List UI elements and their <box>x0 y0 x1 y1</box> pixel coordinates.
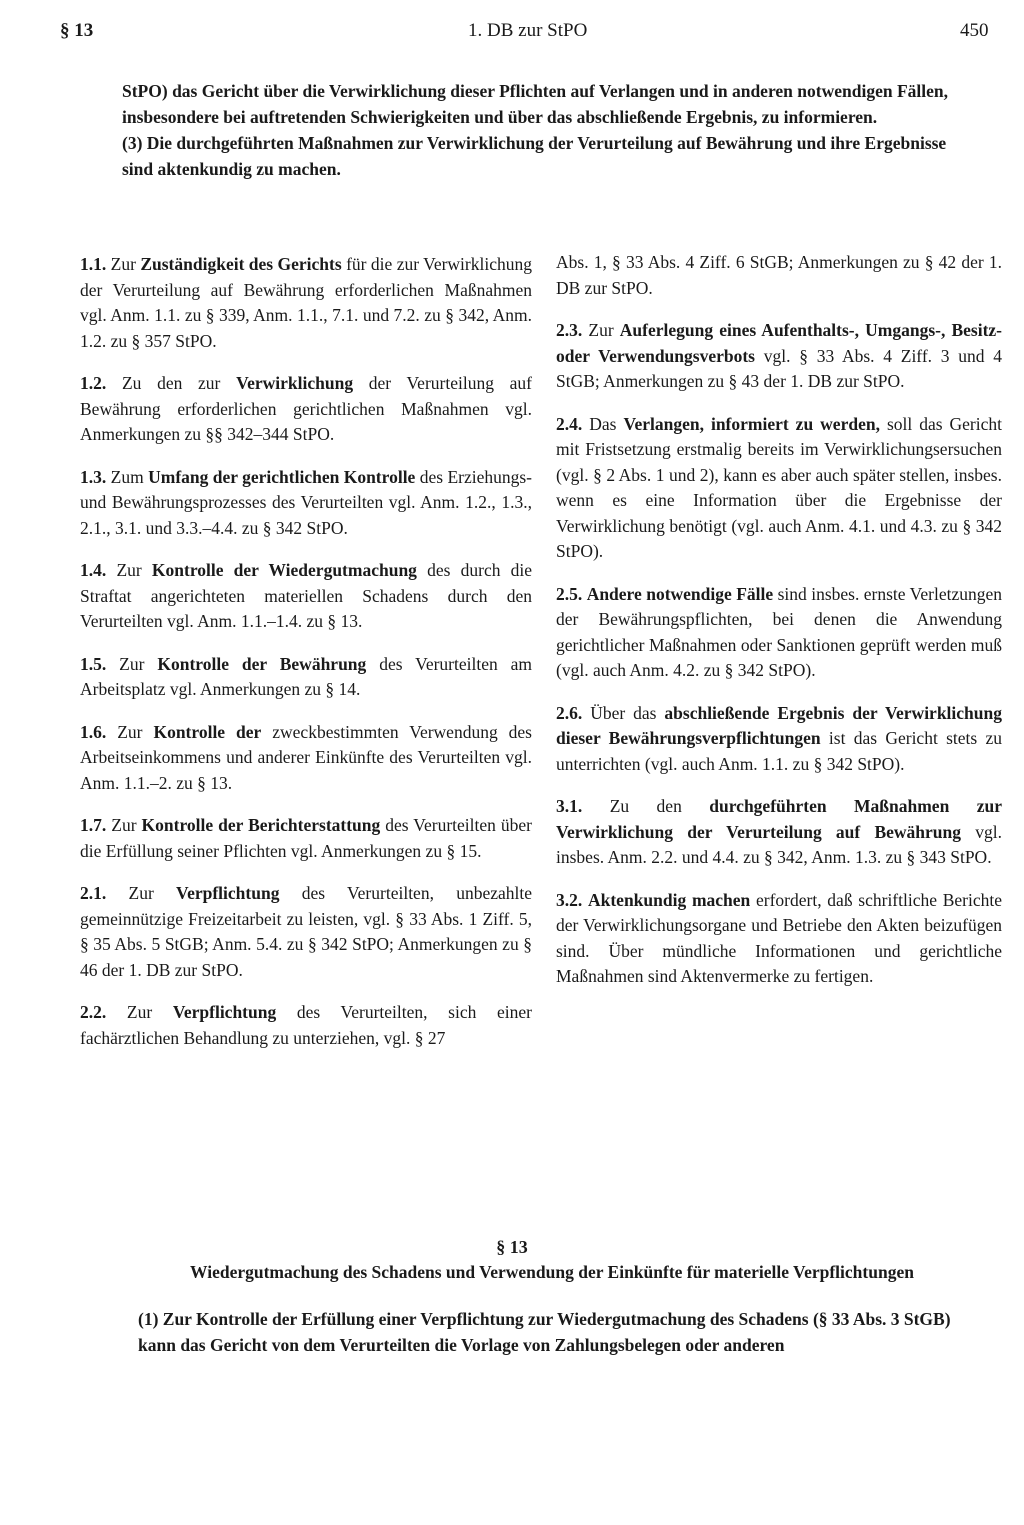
note-keyword: Zuständigkeit des Gerichts <box>140 254 342 274</box>
annotation-note <box>80 1000 532 1051</box>
note-keyword: Auferlegung eines Aufenthalts-, Umgangs-, Besitz- oder Verwendungsverbots <box>556 320 1002 366</box>
note-keyword: Andere notwendige Fälle <box>586 583 774 604</box>
note-number: 1.6. <box>80 721 107 742</box>
note-keyword: Kontrolle der Wiedergutmachung <box>151 560 417 580</box>
note-number: 3.1. <box>556 796 583 816</box>
annotation-note <box>80 652 532 703</box>
note-keyword: Kontrolle der <box>153 721 262 742</box>
section-heading: Wiedergutmachung des Schadens und Verwendung der Einkünfte für materielle Verpflichtungen <box>190 1262 914 1282</box>
note-number: 2.6. <box>556 702 583 723</box>
annotation-note <box>556 701 1002 778</box>
annotations-left-column <box>80 252 532 1068</box>
note-number: 1.4. <box>80 560 107 580</box>
note-text: Zur <box>588 320 620 340</box>
note-text: des Verurteilten, unbezahlte gemeinnützige Freizeitarbeit zu leisten, vgl. § 33 Abs. 1 Ziff. 5, § 35 Abs. 5 StGB; Anm. 5.4. zu § 342 StPO; Anmerkungen zu § 46 der 1. DB zur StPO. <box>80 883 532 980</box>
page-number: 450 <box>960 20 989 41</box>
note-number: 1.1. <box>80 254 107 274</box>
note-keyword: Umfang der gerichtlichen Kontrolle <box>148 466 416 487</box>
annotation-note <box>556 250 1002 301</box>
note-text: Das <box>589 413 624 434</box>
running-head-title: 1. DB zur StPO <box>468 20 588 41</box>
annotation-note <box>80 813 532 864</box>
annotation-note <box>80 720 532 797</box>
annotation-note <box>80 881 532 983</box>
statute-text-continuation <box>122 78 962 182</box>
note-text: des Erziehungs- und Bewährungsprozesses des Verurteilten vgl. Anm. 1.2., 1.3., 2.1., 3.1. und 3.3.–4.4. zu § 342 StPO. <box>80 466 533 538</box>
note-text: vgl. § 33 Abs. 4 Ziff. 3 und 4 StGB; Anmerkungen zu § 43 der 1. DB zur StPO. <box>556 345 1002 391</box>
note-text: des Verurteilten über die Erfüllung seiner Pflichten vgl. Anmerkungen zu § 15. <box>80 815 532 861</box>
section-text <box>138 1306 968 1358</box>
note-number: 1.5. <box>80 653 107 674</box>
annotation-note <box>556 318 1002 395</box>
annotation-note <box>80 465 532 542</box>
note-number: 1.2. <box>80 373 107 393</box>
statute-paragraph: StPO) das Gericht über die Verwirklichung dieser Pflichten auf Verlangen und in anderen notwendigen Fällen, insbesondere bei auftretenden Schwierigkeiten und über das abschließende Ergebnis, zu informieren. <box>122 81 948 127</box>
note-keyword: Verlangen, informiert zu werden, <box>623 413 880 434</box>
annotation-note <box>556 794 1002 871</box>
note-keyword: durchgeführten Maßnahmen zur Verwirklichung der Verurteilung auf Bewährung <box>556 796 1003 842</box>
note-number: 2.3. <box>556 320 583 340</box>
annotation-note <box>556 888 1002 990</box>
section-number: § 13 <box>496 1237 528 1257</box>
note-text: der Verurteilung auf Bewährung erforderlichen gerichtlichen Maßnahmen vgl. Anmerkungen zu §§ 342–344 StPO. <box>80 373 532 444</box>
annotations-right-column <box>556 250 1002 1007</box>
note-number: 3.2. <box>556 889 583 910</box>
annotation-note <box>556 582 1002 684</box>
note-text: soll das Gericht mit Fristsetzung erstmalig bereits im Verwirklichungsersuchen (vgl. § 2 Abs. 1 und 2), kann es aber auch später stellen, insbes. wenn es eine Information über die Ergebnisse der Verwirklichung benötigt (vgl. auch Anm. 4.1. und 4.3. zu § 342 StPO). <box>556 413 1002 561</box>
note-number: 2.4. <box>556 413 583 434</box>
note-text: des Verurteilten am Arbeitsplatz vgl. Anmerkungen zu § 14. <box>80 653 533 699</box>
annotation-note <box>80 558 532 635</box>
note-keyword: Kontrolle der Berichterstattung <box>141 815 381 835</box>
statute-paragraph: (1) Zur Kontrolle der Erfüllung einer Verpflichtung zur Wiedergutmachung des Schadens (§ 33 Abs. 3 StGB) kann das Gericht von dem Verurteilten die Vorlage von Zahlungsbelegen oder anderen <box>138 1309 951 1355</box>
note-text: Zum <box>110 466 149 487</box>
note-number: 1.3. <box>80 466 107 487</box>
note-text: ist das Gericht stets zu unterrichten (vgl. auch Anm. 1.1. zu § 342 StPO). <box>556 728 1002 774</box>
note-text: für die zur Verwirklichung der Verurteilung auf Bewährung erforderlichen Maßnahmen vgl. Anm. 1.1. zu § 339, Anm. 1.1., 7.1. und 7.2. zu § 342, Anm. 1.2. zu § 357 StPO. <box>80 254 532 351</box>
note-text: Zu den zur <box>121 373 237 393</box>
note-text: erfordert, daß schriftliche Berichte der Verwirklichungsorgane und Betriebe den Akten beizufügen sind. Über mündliche Informationen und gerichtliche Maßnahmen sind Aktenvermerke zu fertigen. <box>556 889 1003 986</box>
note-text: Zur <box>116 560 152 580</box>
statute-paragraph: (3) Die durchgeführten Maßnahmen zur Verwirklichung der Verurteilung auf Bewährung und ihre Ergebnisse sind aktenkundig zu machen. <box>122 133 947 179</box>
annotation-note <box>80 252 532 354</box>
note-text: vgl. insbes. Anm. 2.2. und 4.4. zu § 342, Anm. 1.3. zu § 343 StPO. <box>556 821 1002 867</box>
annotation-note <box>556 412 1002 565</box>
note-keyword: Aktenkundig machen <box>587 889 751 910</box>
note-keyword: Verpflichtung <box>172 1002 277 1022</box>
note-number: 1.7. <box>80 815 107 835</box>
note-keyword: Verpflichtung <box>176 883 280 903</box>
note-number: 2.1. <box>80 883 107 903</box>
note-keyword: abschließende Ergebnis der Verwirklichung dieser Bewährungsverpflichtungen <box>556 702 1002 748</box>
note-text: Zur <box>111 815 142 835</box>
running-head-section: § 13 <box>60 20 94 41</box>
note-text: Zu den <box>609 796 710 816</box>
note-text: Zur <box>119 653 158 674</box>
note-number: 2.5. <box>556 583 583 604</box>
note-text: sind insbes. ernste Verletzungen der Bewährungspflichten, bei denen die Anwendung gerichtlicher Maßnahmen oder Sanktionen geprüft werden muß (vgl. auch Anm. 4.2. zu § 342 StPO). <box>556 583 1002 680</box>
note-text: Über das <box>590 702 665 723</box>
note-text: des durch die Straftat angerichteten materiellen Schadens durch den Verurteilten vgl. Anm. 1.1.–1.4. zu § 13. <box>80 560 533 631</box>
note-text: zweckbestimmten Verwendung des Arbeitseinkommens und anderer Einkünfte des Verurteilten vgl. Anm. 1.1.–2. zu § 13. <box>80 721 532 793</box>
annotation-note <box>80 371 532 448</box>
note-keyword: Verwirklichung <box>236 373 354 393</box>
note-text: Zur <box>117 721 154 742</box>
note-text: des Verurteilten, sich einer fachärztlichen Behandlung zu unterziehen, vgl. § 27 <box>80 1002 532 1048</box>
note-number: 2.2. <box>80 1002 107 1022</box>
note-text: Zur <box>110 254 141 274</box>
note-keyword: Kontrolle der Bewährung <box>157 653 367 674</box>
note-text: Zur <box>126 1002 173 1022</box>
note-text: Abs. 1, § 33 Abs. 4 Ziff. 6 StGB; Anmerkungen zu § 42 der 1. DB zur StPO. <box>556 252 1002 298</box>
note-text: Zur <box>128 883 177 903</box>
